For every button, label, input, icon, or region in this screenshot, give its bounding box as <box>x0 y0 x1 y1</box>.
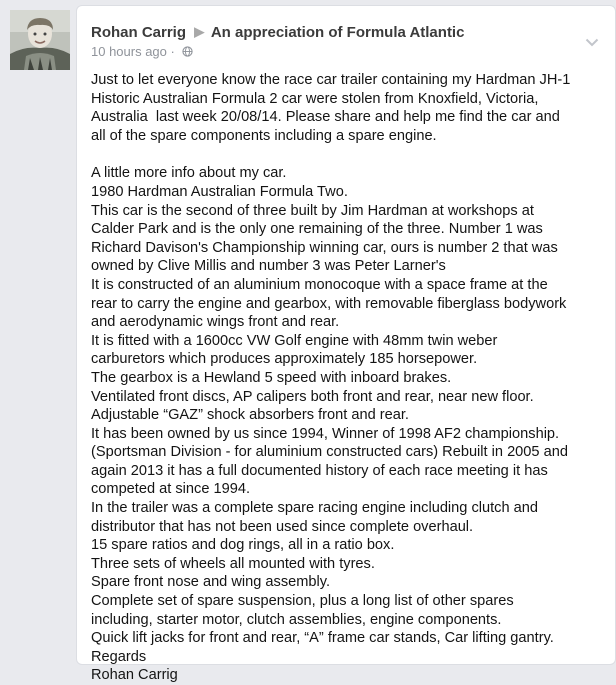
post-line: It is fitted with a 1600cc VW Golf engine with 48mm twin weber <box>91 332 498 349</box>
post-line: 1980 Hardman Australian Formula Two. <box>91 183 348 200</box>
post-line: again 2013 it has a full documented history of each race meeting it has <box>91 462 548 479</box>
meta-separator: · <box>170 44 175 59</box>
post-line: Spare front nose and wing assembly. <box>91 574 331 591</box>
post-line: rear to carry the engine and gearbox, with removable fiberglass bodywork <box>91 295 567 312</box>
group-name[interactable]: An appreciation of Formula Atlantic <box>210 24 465 41</box>
post-line: It has been owned by us since 1994, Winner of 1998 AF2 championship. <box>91 425 560 442</box>
post-line: Ventilated front discs, AP calipers both front and rear, near new floor. <box>91 388 534 405</box>
post-line: owned by Clive Millis and number 3 was Peter Larner's <box>91 258 446 275</box>
avatar-photo <box>10 10 70 70</box>
post-line: Calder Park and is the only one remaining of the three. Number 1 was <box>91 221 543 238</box>
post-line: Adjustable “GAZ” shock absorbers front and rear. <box>91 407 409 424</box>
chevron-down-icon[interactable] <box>585 34 599 52</box>
post-header <box>91 24 464 41</box>
post-line: Historic Australian Formula 2 car were stolen from Knoxfield, Victoria, <box>91 90 539 107</box>
post-line: In the trailer was a complete spare racing engine including clutch and <box>91 500 538 517</box>
post-line: and aerodynamic wings front and rear. <box>91 314 340 331</box>
avatar[interactable] <box>10 10 70 70</box>
post-line: Regards <box>91 648 147 665</box>
globe-icon <box>182 45 193 60</box>
post-line: distributor that has not been used since complete overhaul. <box>91 518 474 535</box>
post-line: 15 spare ratios and dog rings, all in a ratio box. <box>91 537 395 554</box>
post-line: Richard Davison's Championship winning car, ours is number 2 that was <box>91 239 558 256</box>
post-line: This car is the second of three built by Jim Hardman at workshops at <box>91 202 534 219</box>
post-line: including, starter motor, clutch assemblies, engine components. <box>91 611 502 628</box>
post-line: Complete set of spare suspension, plus a long list of other spares <box>91 593 514 610</box>
post-body <box>91 71 611 685</box>
triangle-right-icon: ▶ <box>194 24 205 39</box>
post-line: Quick lift jacks for front and rear, “A” frame car stands, Car lifting gantry. <box>91 630 554 647</box>
post-line: (Sportsman Division - for aluminium constructed cars) Rebuilt in 2005 and <box>91 444 568 461</box>
post-line: Rohan Carrig <box>91 667 178 684</box>
post-meta <box>91 44 193 60</box>
post-line: The gearbox is a Hewland 5 speed with inboard brakes. <box>91 369 452 386</box>
post-line: Three sets of wheels all mounted with tyres. <box>91 555 375 572</box>
post-line: A little more info about my car. <box>91 165 287 182</box>
post-line: Just to let everyone know the race car trailer containing my Hardman JH-1 <box>91 72 571 88</box>
post-line: all of the spare components including a spare engine. <box>91 127 437 144</box>
author-name[interactable]: Rohan Carrig <box>91 24 187 41</box>
post-line: It is constructed of an aluminium monocoque with a space frame at the <box>91 276 548 293</box>
paragraph-gap <box>91 145 611 164</box>
post-line: Australia last week 20/08/14. Please share and help me find the car and <box>91 109 560 126</box>
post-line: competed at since 1994. <box>91 481 251 498</box>
post-card <box>76 5 616 684</box>
post-timestamp[interactable]: 10 hours ago <box>91 44 167 59</box>
post-line: carburetors which produces approximately 185 horsepower. <box>91 351 478 368</box>
